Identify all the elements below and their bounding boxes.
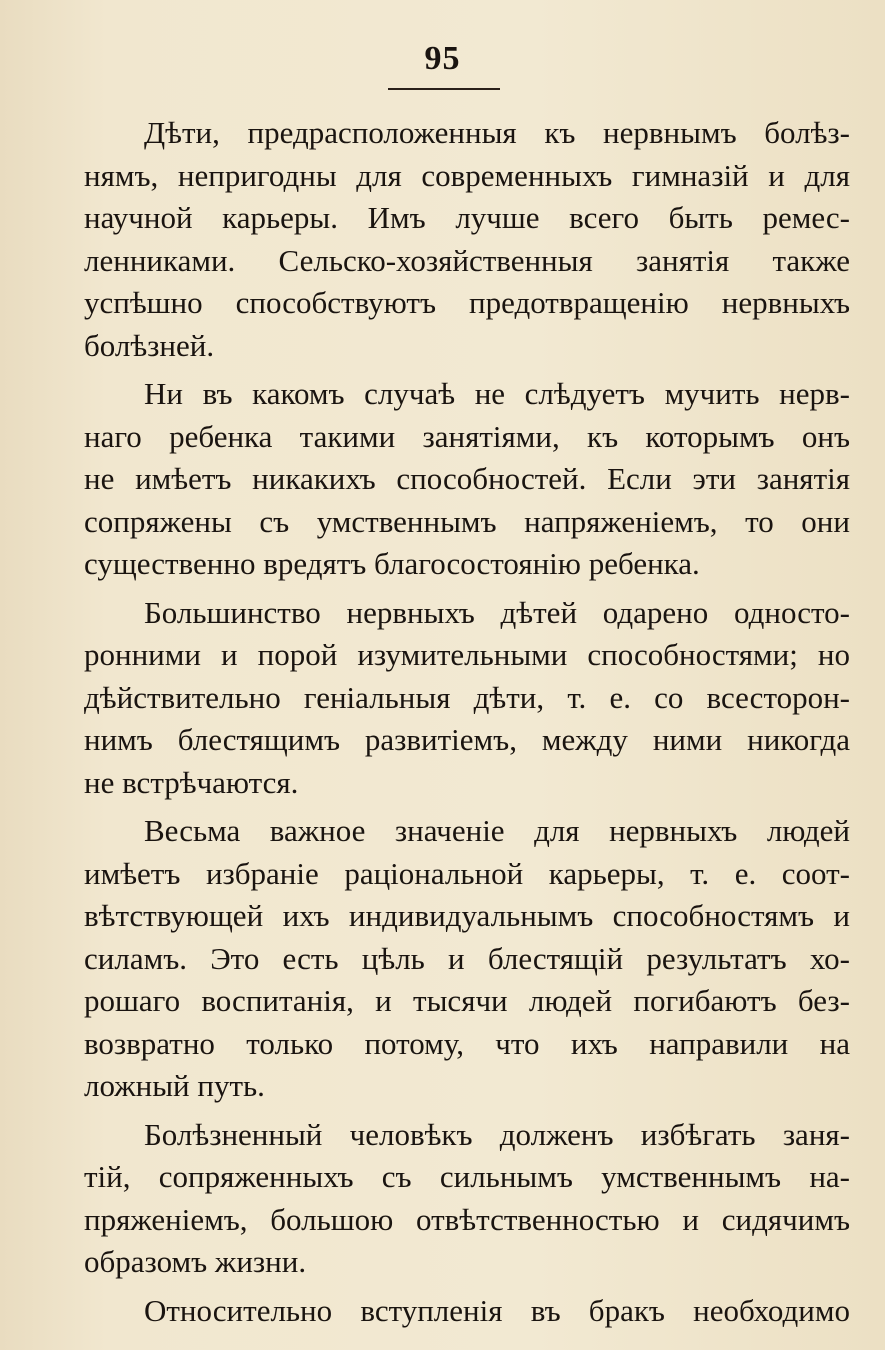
text-line: наго ребенка такими занятіями, къ которымъ онъ bbox=[84, 418, 850, 454]
text-line: ронними и порой изумительными способностями; но bbox=[84, 637, 850, 672]
text-line: Ни въ какомъ случаѣ не слѣдуетъ мучить нерв- bbox=[144, 376, 850, 411]
text-line: Дѣти, предрасположенныя къ нервнымъ болѣз- bbox=[144, 115, 850, 150]
page-number: 95 bbox=[424, 40, 461, 77]
text-line: Относительно вступленія въ бракъ необходимо bbox=[144, 1292, 850, 1328]
text-line: силамъ. Это есть цѣль и блестящій результатъ хо- bbox=[84, 940, 850, 976]
page-text bbox=[84, 112, 850, 1332]
text-line: дѣйствительно геніальныя дѣти, т. е. со всесторон- bbox=[84, 679, 850, 715]
text-line: не встрѣчаются. bbox=[84, 764, 299, 800]
text-line: пряженіемъ, большою отвѣтственностью и сидячимъ bbox=[84, 1201, 850, 1237]
text-line: образомъ жизни. bbox=[84, 1244, 307, 1279]
text-line: вѣтствующей ихъ индивидуальнымъ способностямъ и bbox=[84, 898, 850, 933]
paragraph-6 bbox=[84, 1290, 850, 1333]
text-line: не имѣетъ никакихъ способностей. Если эти занятія bbox=[84, 461, 850, 496]
text-line: нимъ блестящимъ развитіемъ, между ними никогда bbox=[84, 722, 850, 757]
text-line: болѣзней. bbox=[84, 327, 215, 363]
text-line: ложный путь. bbox=[84, 1068, 265, 1103]
text-line: успѣшно способствуютъ предотвращенію нервныхъ bbox=[84, 285, 850, 320]
text-line: научной карьеры. Имъ лучше всего быть ремес- bbox=[84, 200, 850, 235]
text-line: Болѣзненный человѣкъ долженъ избѣгать заня- bbox=[144, 1116, 850, 1152]
text-line: сопряжены съ умственнымъ напряженіемъ, то они bbox=[84, 503, 850, 539]
paragraph-2 bbox=[84, 373, 850, 586]
text-line: нямъ, непригодны для современныхъ гимназій и для bbox=[84, 157, 850, 193]
header-rule bbox=[388, 88, 500, 90]
text-line: существенно вредятъ благосостоянію ребенка. bbox=[84, 546, 700, 581]
paragraph-3 bbox=[84, 592, 850, 805]
paragraph-5 bbox=[84, 1114, 850, 1284]
text-line: Весьма важное значеніе для нервныхъ людей bbox=[144, 813, 850, 848]
text-line: возвратно только потому, что ихъ направили на bbox=[84, 1025, 850, 1061]
text-line: рошаго воспитанія, и тысячи людей погибаютъ без- bbox=[84, 983, 850, 1018]
text-line: ленниками. Сельско-хозяйственныя занятія также bbox=[84, 242, 850, 278]
text-line: Большинство нервныхъ дѣтей одарено односто- bbox=[144, 594, 850, 630]
text-line: тій, сопряженныхъ съ сильнымъ умственнымъ на- bbox=[84, 1159, 850, 1194]
text-line: имѣетъ избраніе раціональной карьеры, т. е. соот- bbox=[84, 855, 850, 891]
paragraph-1 bbox=[84, 112, 850, 367]
paragraph-4 bbox=[84, 810, 850, 1108]
